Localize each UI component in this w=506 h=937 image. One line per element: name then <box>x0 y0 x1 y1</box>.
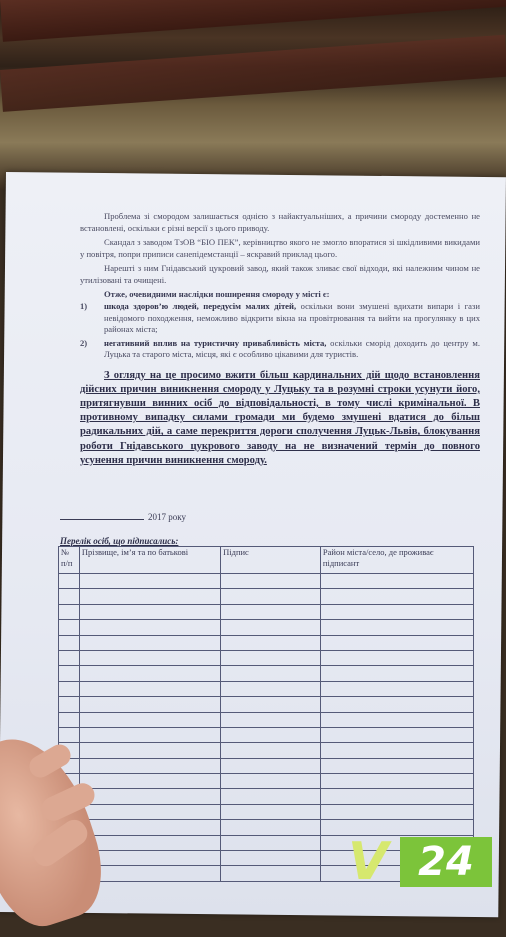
logo-number: 24 <box>400 837 492 887</box>
table-cell <box>79 727 220 742</box>
table-cell <box>320 727 473 742</box>
table-cell <box>79 697 220 712</box>
table-cell <box>221 727 321 742</box>
table-header-row <box>59 547 474 574</box>
table-row <box>59 635 474 650</box>
table-cell <box>221 789 321 804</box>
document-body <box>80 210 480 468</box>
table-row <box>59 666 474 681</box>
table-cell <box>320 697 473 712</box>
table-row <box>59 650 474 665</box>
table-cell <box>320 650 473 665</box>
table-cell <box>320 774 473 789</box>
table-cell <box>320 574 473 589</box>
table-cell <box>79 681 220 696</box>
table-cell <box>320 804 473 819</box>
table-cell <box>320 620 473 635</box>
table-cell <box>221 820 321 835</box>
signatures-table <box>58 546 474 882</box>
table-cell <box>221 681 321 696</box>
table-cell <box>59 574 80 589</box>
table-cell <box>59 589 80 604</box>
table-cell <box>320 589 473 604</box>
table-cell <box>221 712 321 727</box>
paragraph: Скандал з заводом ТзОВ “БІО ПЕК”, керівництво якого не змогло впоратися зі шкідливими викидами у повітря, попри приписи санепідемстанції – яскравий приклад цього. <box>80 237 480 259</box>
table-cell <box>320 635 473 650</box>
list-item-bold: шкода здоров’ю людей, передусім малих дітей, <box>104 301 297 311</box>
table-cell <box>79 635 220 650</box>
table-cell <box>221 604 321 619</box>
table-cell <box>320 758 473 773</box>
table-cell <box>59 681 80 696</box>
table-cell <box>221 835 321 850</box>
table-cell <box>221 650 321 665</box>
table-cell <box>79 804 220 819</box>
col-number: № п/п <box>59 547 80 574</box>
table-row <box>59 820 474 835</box>
table-cell <box>221 697 321 712</box>
list-item-text: оскільки сморід доходить до центру м. Луцька та старого міста, місця, які є особливо цікавими для туристів. <box>104 337 480 359</box>
table-cell <box>79 712 220 727</box>
col-name: Прізвище, ім’я та по батькові <box>79 547 220 574</box>
table-cell <box>79 666 220 681</box>
table-cell <box>59 620 80 635</box>
table-row <box>59 681 474 696</box>
table-cell <box>59 650 80 665</box>
table-row <box>59 743 474 758</box>
table-row <box>59 758 474 773</box>
table-row <box>59 727 474 742</box>
table-cell <box>79 620 220 635</box>
table-cell <box>320 681 473 696</box>
consequences-title: Отже, очевидними наслідки поширення смороду у місті є: <box>104 289 330 299</box>
table-cell <box>221 804 321 819</box>
table-cell <box>59 604 80 619</box>
table-cell <box>221 635 321 650</box>
date-suffix: 2017 року <box>148 512 186 522</box>
signatures-title: Перелік осіб, що підписались: <box>60 536 179 546</box>
table-row <box>59 589 474 604</box>
table-cell <box>221 743 321 758</box>
table-cell <box>79 650 220 665</box>
table-cell <box>79 835 220 850</box>
table-cell <box>79 604 220 619</box>
date-line <box>60 512 186 522</box>
table-cell <box>320 789 473 804</box>
table-cell <box>221 589 321 604</box>
list-item-number: 1) <box>80 301 88 311</box>
table-cell <box>59 635 80 650</box>
paragraph: Проблема зі смородом залишається однією з найактуальніших, а причини смороду достеменно не встановлені, оскільки є різні версії з цього приводу. <box>80 211 480 233</box>
table-row <box>59 604 474 619</box>
list-item-text: оскільки вони змушені вдихати випари і гази невідомого походження, неможливо відкрити вікна на провітрювання та вийти на прогулянку в цих районах міста; <box>104 301 480 334</box>
date-blank <box>60 519 144 520</box>
table-cell <box>320 743 473 758</box>
table-cell <box>59 697 80 712</box>
table-cell <box>79 589 220 604</box>
table-cell <box>221 666 321 681</box>
col-signature: Підпис <box>221 547 321 574</box>
table-cell <box>59 727 80 742</box>
list-item-number: 2) <box>80 337 88 348</box>
list-item <box>80 301 480 336</box>
table-cell <box>320 820 473 835</box>
logo-letter: V <box>348 832 389 892</box>
table-row <box>59 804 474 819</box>
table-cell <box>221 866 321 881</box>
table-cell <box>320 666 473 681</box>
table-cell <box>320 604 473 619</box>
table-cell <box>320 712 473 727</box>
table-row <box>59 712 474 727</box>
paragraph: Нарешті з ним Гнідавський цукровий завод, який також зливає свої відходи, які належним чином не утилізовані та очищені. <box>80 263 480 285</box>
table-cell <box>59 712 80 727</box>
table-row <box>59 774 474 789</box>
table-row <box>59 620 474 635</box>
list-item-bold: негативний вплив на туристичну привабливість міста, <box>104 337 327 348</box>
table-cell <box>221 574 321 589</box>
list-item <box>80 338 480 361</box>
table-cell <box>79 743 220 758</box>
table-cell <box>79 758 220 773</box>
table-cell <box>59 666 80 681</box>
table-cell <box>79 789 220 804</box>
v24-logo <box>348 834 494 890</box>
col-district: Район міста/село, де проживає підписант <box>320 547 473 574</box>
table-row <box>59 789 474 804</box>
table-row <box>59 697 474 712</box>
table-cell <box>221 620 321 635</box>
appeal-paragraph: З огляду на це просимо вжити більш кардинальних дій щодо встановлення дійсних причин виникнення смороду у Луцьку та в розумні строки усунути його, притягнувши винних осіб до відповідальності, в тому числі кримінальної. В противному випадку силами громади ми будемо змушені вдатися до більш радикальних дій, а саме перекриття дороги сполучення Луцьк-Львів, блокування роботи Гнідавського цукрового заводу на не визначений термін до повного усунення причин виникнення смороду. <box>80 369 480 466</box>
table-cell <box>79 574 220 589</box>
table-cell <box>221 758 321 773</box>
table-cell <box>221 851 321 866</box>
table-cell <box>221 774 321 789</box>
table-cell <box>79 820 220 835</box>
table-row <box>59 574 474 589</box>
table-cell <box>79 774 220 789</box>
